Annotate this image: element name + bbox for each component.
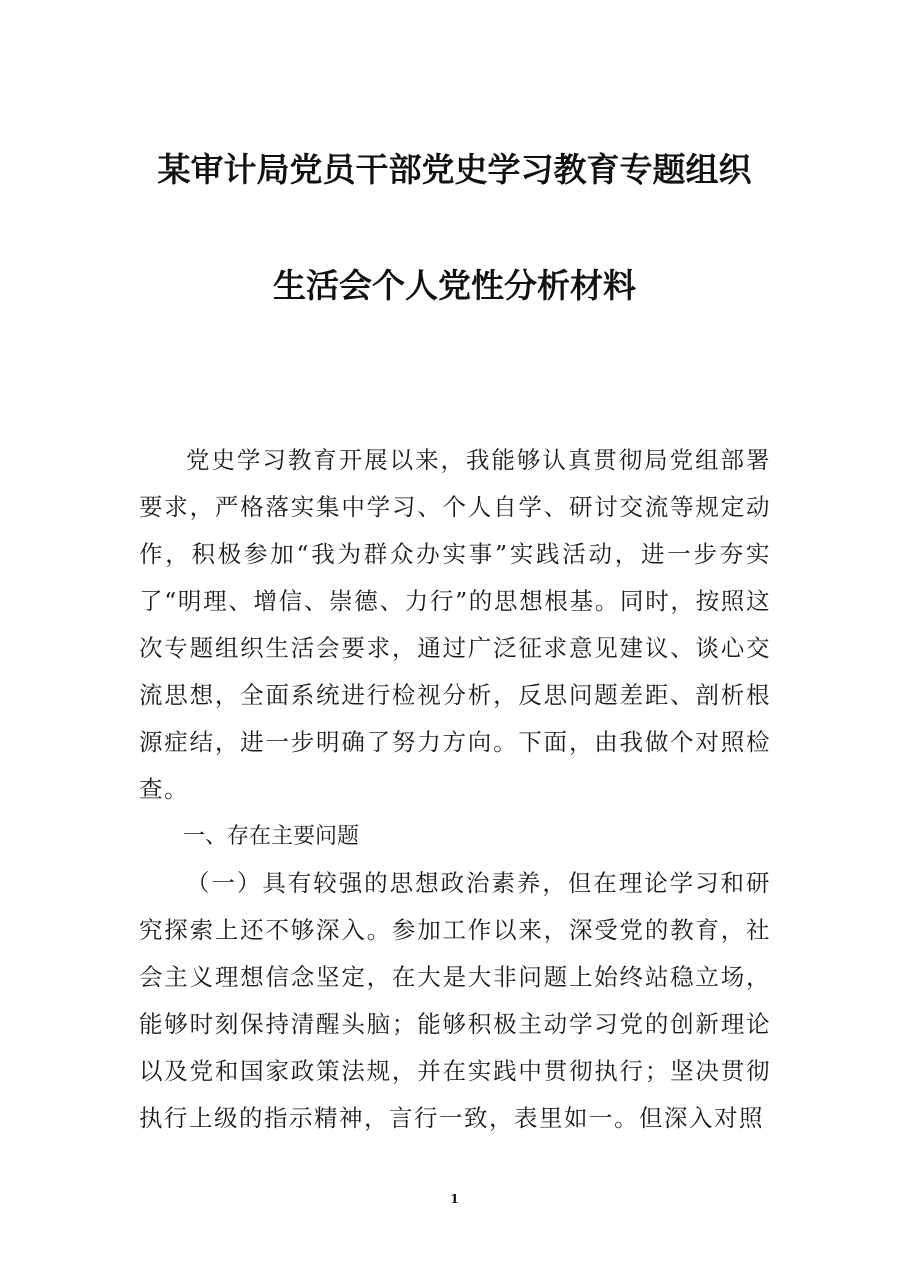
problem-paragraph: （一）具有较强的思想政治素养，但在理论学习和研究探索上还不够深入。参加工作以来，深受党的教育，社会主义理想信念坚定，在大是大非问题上始终站稳立场，能够时刻保持清醒头脑；能够积极主动学习党的创新理论以及党和国家政策法规，并在实践中贯彻执行；坚决贯彻执行上级的指示精神，言行一致，表里如一。但深入对照 [139, 869, 771, 1132]
document-title-line-2: 生活会个人党性分析材料 [273, 266, 636, 305]
intro-paragraph: 党史学习教育开展以来，我能够认真贯彻局党组部署要求，严格落实集中学习、个人自学、研讨交流等规定动作，积极参加“我为群众办实事”实践活动，进一步夯实了“明理、增信、崇德、力行”的思想根基。同时，按照这次专题组织生活会要求，通过广泛征求意见建议、谈心交流思想，全面系统进行检视分析，反思问题差距、剖析根源症结，进一步明确了努力方向。下面，由我做个对照检查。 [139, 446, 771, 803]
page-number: 1 [450, 1192, 459, 1206]
document-body [139, 437, 771, 1142]
document-title-line-1: 某审计局党员干部党史学习教育专题组织 [157, 150, 752, 189]
section-heading: 一、存在主要问题 [183, 824, 360, 849]
